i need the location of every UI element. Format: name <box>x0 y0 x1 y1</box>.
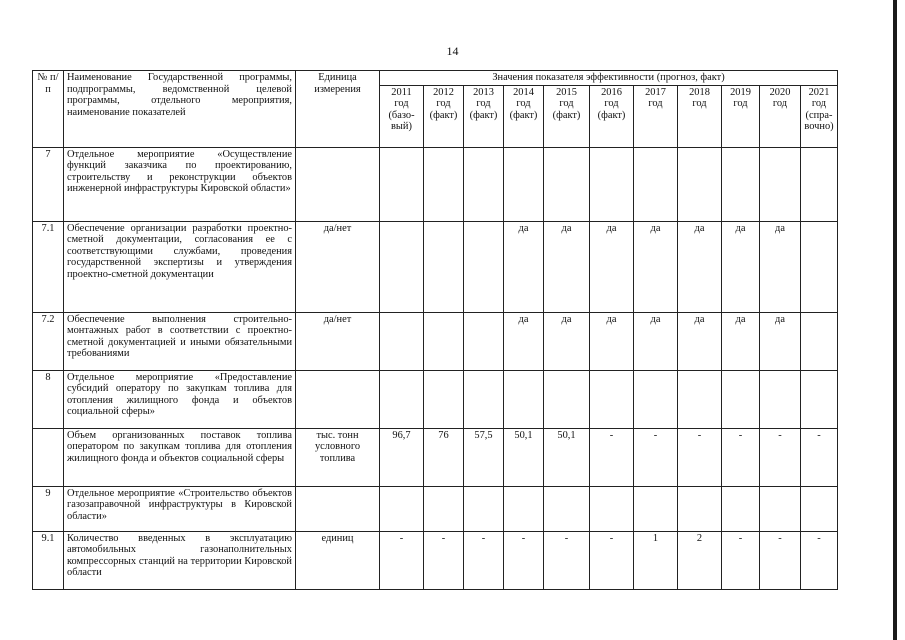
table-row <box>33 531 838 589</box>
row-unit <box>296 486 380 531</box>
header-year-2015 <box>544 85 590 147</box>
value-2013: - <box>464 531 504 589</box>
value-2019: да <box>722 312 760 370</box>
header-year-2017 <box>634 85 678 147</box>
header-year-2013 <box>464 85 504 147</box>
value-2017 <box>634 486 678 531</box>
value-2014: 50,1 <box>504 428 544 486</box>
header-year-2014 <box>504 85 544 147</box>
header-year-note: (факт) <box>429 109 458 121</box>
header-year-value: 2014 <box>513 86 534 98</box>
header-year-note: вый) <box>391 121 412 132</box>
value-2012 <box>424 486 464 531</box>
value-2013: 57,5 <box>464 428 504 486</box>
value-2014: - <box>504 531 544 589</box>
value-2013 <box>464 147 504 221</box>
header-year-2018 <box>678 85 722 147</box>
header-year-value: 2013 <box>473 86 494 98</box>
header-year-2020 <box>760 85 801 147</box>
header-year-note: год <box>394 98 409 109</box>
value-2014 <box>504 486 544 531</box>
row-name: Отдельное мероприятие «Предоставление субсидий оператору по закупкам топлива для отопления жилищного фонда и объектов социальной сферы» <box>64 370 296 428</box>
table-row <box>33 221 838 312</box>
row-name: Отдельное мероприятие «Строительство объектов газозаправочной инфраструктуры в Кировской области» <box>64 486 296 531</box>
value-2021 <box>801 370 838 428</box>
row-number: 7.1 <box>33 221 64 312</box>
page-number: 14 <box>446 44 459 58</box>
header-year-note: год <box>692 98 707 109</box>
row-unit: да/нет <box>296 312 380 370</box>
value-2011 <box>380 486 424 531</box>
value-2014: да <box>504 221 544 312</box>
value-2013 <box>464 370 504 428</box>
value-2021 <box>801 312 838 370</box>
header-year-note: год <box>772 98 788 109</box>
header-year-note: год <box>648 98 663 109</box>
value-2016 <box>590 147 634 221</box>
value-2018 <box>678 486 722 531</box>
value-2012: 76 <box>424 428 464 486</box>
value-2021: - <box>801 428 838 486</box>
header-year-value: 2016 <box>601 86 622 98</box>
value-2019: - <box>722 428 760 486</box>
header-year-note: год <box>476 98 491 109</box>
header-year-value: 2012 <box>433 86 454 98</box>
value-2020: - <box>760 531 801 589</box>
value-2016: - <box>590 428 634 486</box>
header-year-2012 <box>424 85 464 147</box>
value-2016: - <box>590 531 634 589</box>
value-2018: да <box>678 312 722 370</box>
header-year-note: год <box>604 98 619 109</box>
header-year-note: год <box>436 98 451 109</box>
value-2014: да <box>504 312 544 370</box>
header-year-note: (спра- <box>805 109 833 121</box>
value-2018 <box>678 147 722 221</box>
value-2012: - <box>424 531 464 589</box>
row-unit <box>296 147 380 221</box>
value-2015 <box>544 370 590 428</box>
header-year-value: 2021 <box>808 86 830 98</box>
value-2013 <box>464 312 504 370</box>
value-2020 <box>760 147 801 221</box>
header-row-top <box>33 71 838 86</box>
row-unit: тыс. тонн условного топлива <box>296 428 380 486</box>
row-name: Отдельное мероприятие «Осуществление функций заказчика по проектированию, строительству и реконструкции объектов инженерной инфраструктуры Кировской области» <box>64 147 296 221</box>
header-year-value: 2011 <box>391 86 412 98</box>
value-2011 <box>380 370 424 428</box>
table-row <box>33 486 838 531</box>
value-2019 <box>722 486 760 531</box>
value-2017 <box>634 370 678 428</box>
value-2015: - <box>544 531 590 589</box>
value-2019 <box>722 370 760 428</box>
row-name: Обеспечение выполнения строительно-монтажных работ в соответствии с проектно-сметной документацией и иными обязательными требованиями <box>64 312 296 370</box>
value-2017: - <box>634 428 678 486</box>
header-year-value: 2015 <box>556 86 577 98</box>
header-year-2019 <box>722 85 760 147</box>
header-year-2011 <box>380 85 424 147</box>
header-year-value: 2017 <box>645 86 666 98</box>
value-2017: 1 <box>634 531 678 589</box>
value-2016: да <box>590 312 634 370</box>
value-2021 <box>801 221 838 312</box>
value-2020 <box>760 486 801 531</box>
value-2020: - <box>760 428 801 486</box>
header-year-note: (факт) <box>509 109 538 121</box>
value-2016 <box>590 486 634 531</box>
value-2015: 50,1 <box>544 428 590 486</box>
header-year-note: (базо- <box>388 109 415 121</box>
value-2019 <box>722 147 760 221</box>
value-2011: 96,7 <box>380 428 424 486</box>
table-row <box>33 370 838 428</box>
header-no: № п/п <box>33 71 64 148</box>
value-2021 <box>801 486 838 531</box>
value-2018: 2 <box>678 531 722 589</box>
value-2018: - <box>678 428 722 486</box>
row-number <box>33 428 64 486</box>
header-year-note: год <box>811 98 827 109</box>
value-2011 <box>380 312 424 370</box>
row-number: 7.2 <box>33 312 64 370</box>
scan-edge-line <box>893 0 897 640</box>
value-2015: да <box>544 312 590 370</box>
value-2011 <box>380 221 424 312</box>
value-2015 <box>544 486 590 531</box>
value-2021 <box>801 147 838 221</box>
header-unit: Единица измерения <box>296 71 380 148</box>
header-year-value: 2019 <box>730 86 751 98</box>
row-number: 7 <box>33 147 64 221</box>
header-name: Наименование Государственной программы, подпрограммы, ведомственной целевой программы, отдельного мероприятия, наименование показателей <box>64 71 296 148</box>
header-year-value: 2018 <box>689 86 710 98</box>
header-year-note: вочно) <box>804 121 834 132</box>
value-2020: да <box>760 221 801 312</box>
value-2011: - <box>380 531 424 589</box>
value-2018: да <box>678 221 722 312</box>
value-2017: да <box>634 221 678 312</box>
value-2015: да <box>544 221 590 312</box>
value-2019: да <box>722 221 760 312</box>
value-2017: да <box>634 312 678 370</box>
table-row <box>33 428 838 486</box>
row-unit <box>296 370 380 428</box>
value-2012 <box>424 147 464 221</box>
table-row <box>33 147 838 221</box>
table-row <box>33 312 838 370</box>
efficiency-indicators-table <box>32 70 838 590</box>
header-year-note: год <box>516 98 531 109</box>
value-2015 <box>544 147 590 221</box>
value-2020 <box>760 370 801 428</box>
value-2018 <box>678 370 722 428</box>
header-year-note: (факт) <box>552 109 581 121</box>
value-2020: да <box>760 312 801 370</box>
header-year-note: (факт) <box>469 109 498 121</box>
header-year-value: 2020 <box>769 86 791 98</box>
row-name: Обеспечение организации разработки проектно-сметной документации, согласования ее с соответствующими службами, проведения государственной экспертизы и утверждения проектно-сметной документации <box>64 221 296 312</box>
value-2011 <box>380 147 424 221</box>
row-number: 9 <box>33 486 64 531</box>
value-2016 <box>590 370 634 428</box>
value-2019: - <box>722 531 760 589</box>
row-number: 9.1 <box>33 531 64 589</box>
value-2021: - <box>801 531 838 589</box>
value-2014 <box>504 147 544 221</box>
header-year-note: год <box>733 98 748 109</box>
value-2017 <box>634 147 678 221</box>
value-2012 <box>424 221 464 312</box>
table-body <box>33 147 838 589</box>
value-2012 <box>424 312 464 370</box>
row-number: 8 <box>33 370 64 428</box>
value-2013 <box>464 221 504 312</box>
row-unit: единиц <box>296 531 380 589</box>
header-year-2021 <box>801 85 838 147</box>
row-unit: да/нет <box>296 221 380 312</box>
value-2014 <box>504 370 544 428</box>
header-year-note: (факт) <box>597 109 626 121</box>
value-2013 <box>464 486 504 531</box>
value-2012 <box>424 370 464 428</box>
value-2016: да <box>590 221 634 312</box>
header-values-title: Значения показателя эффективности (прогноз, факт) <box>380 71 838 86</box>
header-year-2016 <box>590 85 634 147</box>
row-name: Количество введенных в эксплуатацию автомобильных газонаполнительных компрессорных станций на территории Кировской области <box>64 531 296 589</box>
header-year-note: год <box>559 98 574 109</box>
row-name: Объем организованных поставок топлива оператором по закупкам топлива для отопления жилищного фонда и объектов социальной сферы <box>64 428 296 486</box>
